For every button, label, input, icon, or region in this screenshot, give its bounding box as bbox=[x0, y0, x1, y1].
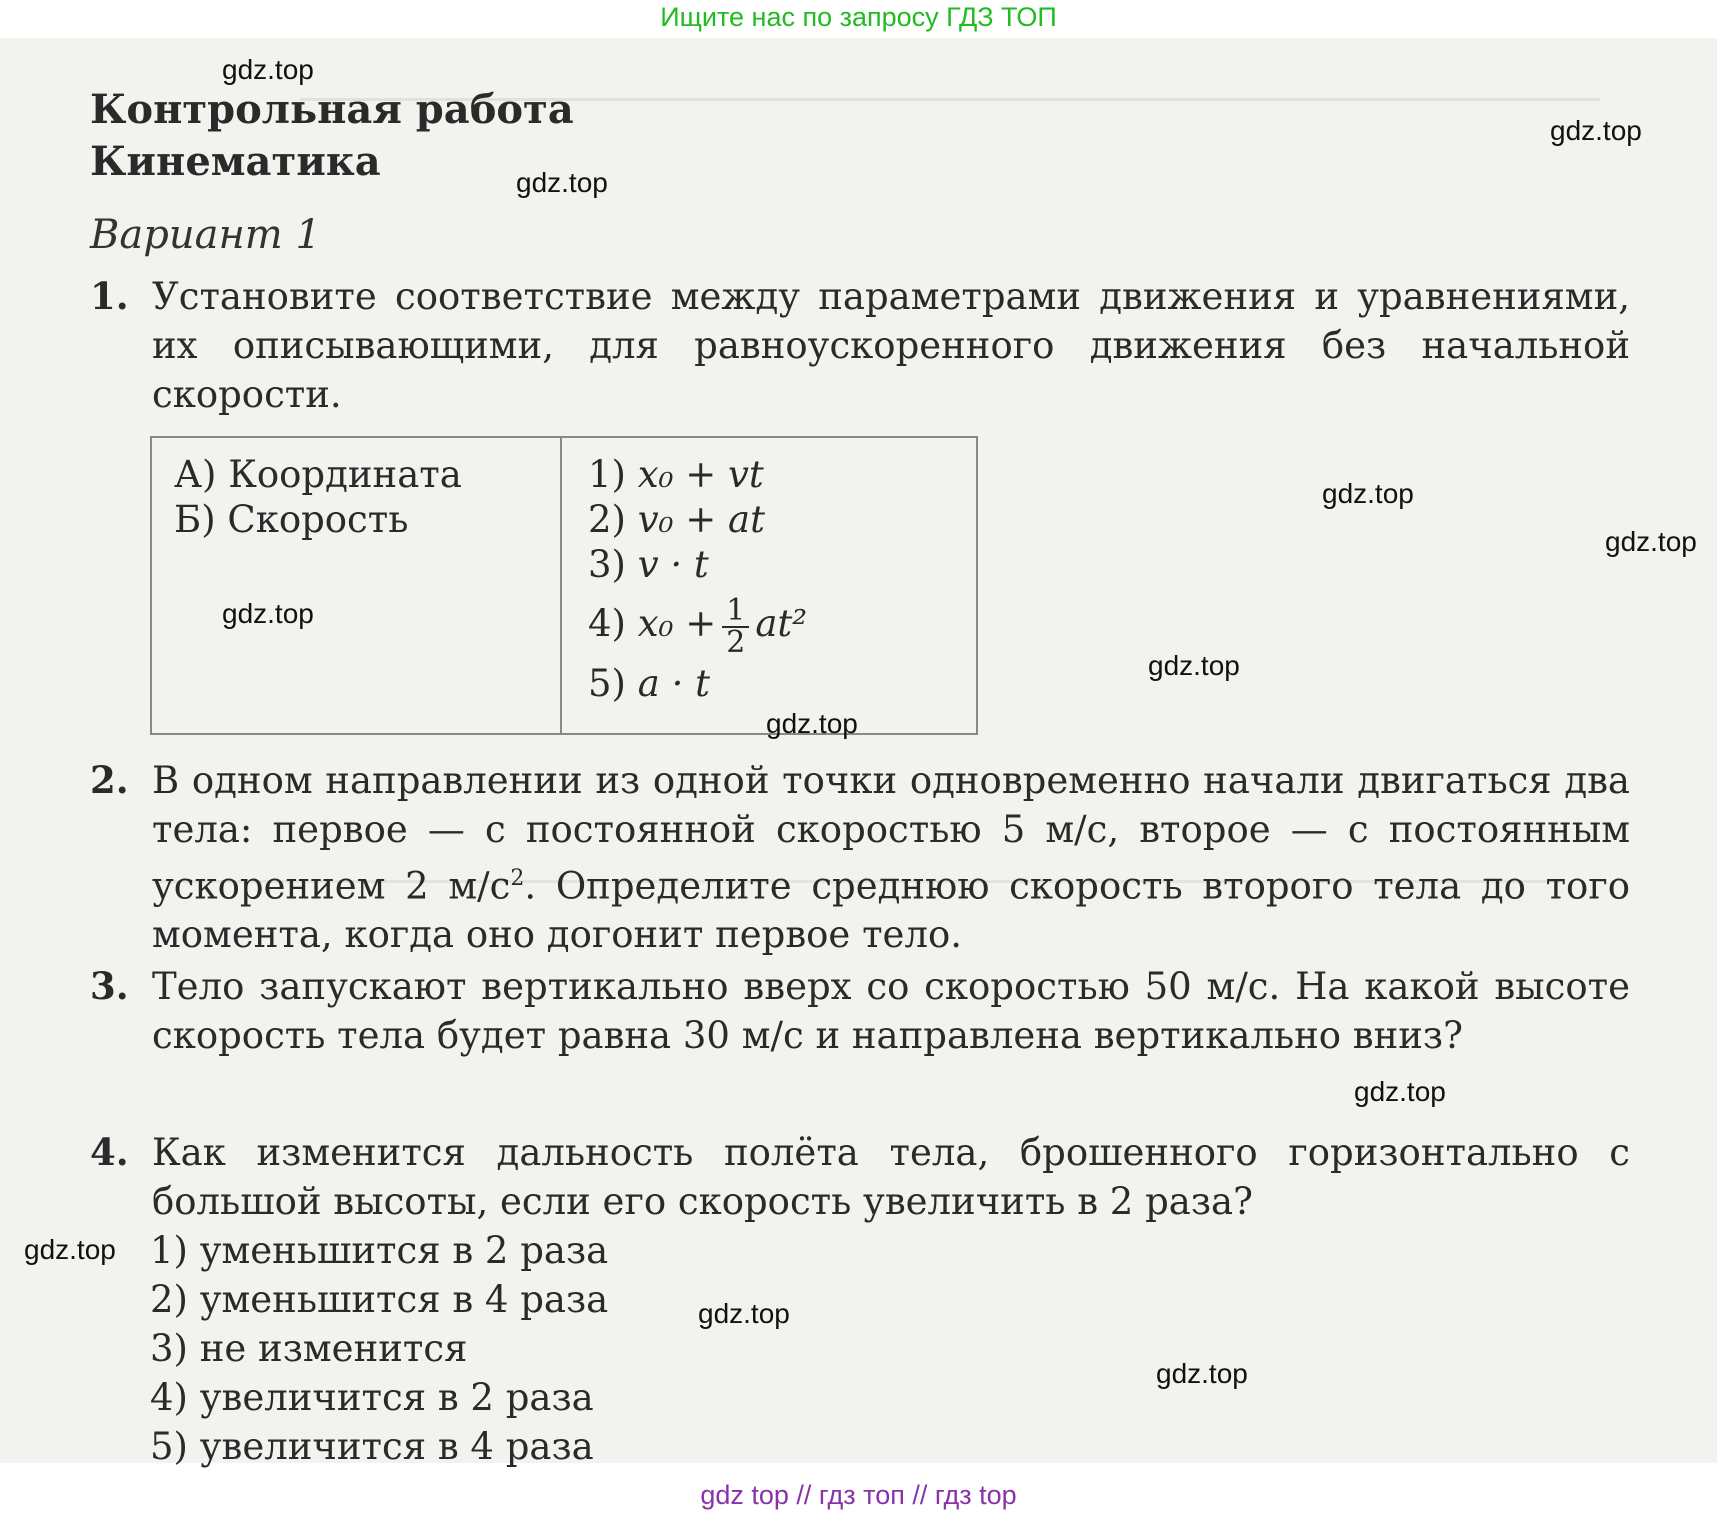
watermark: gdz.top bbox=[222, 54, 314, 85]
fraction-numerator: 1 bbox=[722, 596, 749, 628]
task-2 bbox=[90, 756, 1630, 959]
task-4-options bbox=[150, 1226, 608, 1471]
match-left-item: Б) Скорость bbox=[174, 498, 409, 541]
watermark: gdz.top bbox=[698, 1298, 790, 1329]
item-number: 2) bbox=[588, 498, 626, 541]
formula: v₀ + at bbox=[637, 498, 765, 541]
item-number: 4) bbox=[588, 602, 626, 645]
task-3 bbox=[90, 962, 1630, 1060]
task-number: 2. bbox=[90, 758, 129, 802]
task-number: 1. bbox=[90, 274, 129, 318]
watermark: gdz.top bbox=[1322, 478, 1414, 509]
formula: x₀ + vt bbox=[637, 453, 764, 496]
bottom-banner[interactable]: gdz top // гдз топ // гдз top bbox=[700, 1480, 1017, 1510]
watermark: gdz.top bbox=[1156, 1358, 1248, 1389]
matching-right-column bbox=[562, 438, 976, 733]
match-right-item bbox=[588, 542, 976, 587]
watermark: gdz.top bbox=[766, 708, 858, 739]
task-number: 4. bbox=[90, 1130, 129, 1174]
task-number: 3. bbox=[90, 964, 129, 1008]
formula: a · t bbox=[637, 662, 710, 705]
answer-option: 4) увеличится в 2 раза bbox=[150, 1376, 594, 1419]
matching-table bbox=[150, 436, 978, 735]
formula: v · t bbox=[637, 543, 709, 586]
match-right-item bbox=[588, 661, 976, 706]
fraction bbox=[722, 592, 749, 660]
watermark: gdz.top bbox=[516, 167, 608, 198]
watermark: gdz.top bbox=[222, 598, 314, 629]
match-right-item bbox=[588, 587, 976, 661]
fraction-denominator: 2 bbox=[726, 624, 746, 660]
page-title: Контрольная работа bbox=[90, 86, 574, 133]
answer-option: 5) увеличится в 4 раза bbox=[150, 1425, 594, 1468]
watermark: gdz.top bbox=[1550, 115, 1642, 146]
answer-option: 3) не изменится bbox=[150, 1327, 468, 1370]
task-text: Установите соответствие между параметрами движения и уравнениями, их описывающими, для равноускоренного движения без начальной скорости. bbox=[152, 275, 1630, 416]
matching-left-column bbox=[152, 438, 562, 733]
superscript: 2 bbox=[510, 866, 525, 891]
watermark: gdz.top bbox=[1148, 650, 1240, 681]
task-1 bbox=[90, 272, 1630, 419]
item-number: 3) bbox=[588, 543, 626, 586]
item-number: 1) bbox=[588, 453, 626, 496]
match-right-item bbox=[588, 452, 976, 497]
task-text: Тело запускают вертикально вверх со скоростью 50 м/с. На какой высоте скорость тела будет равна 30 м/с и направлена вертикально вниз? bbox=[152, 965, 1630, 1057]
match-right-item bbox=[588, 497, 976, 542]
answer-option: 2) уменьшится в 4 раза bbox=[150, 1278, 609, 1321]
task-text bbox=[152, 756, 1630, 959]
variant-label: Вариант 1 bbox=[90, 212, 321, 258]
page-subtitle: Кинематика bbox=[90, 138, 381, 185]
formula: x₀ + bbox=[637, 602, 717, 645]
task-text-part: В одном направлении из одной точки одновременно начали двигаться два тела: первое — с постоянной скоростью 5 м/с, второе — с постоянным ускорением 2 м/с bbox=[152, 759, 1630, 908]
watermark: gdz.top bbox=[1354, 1076, 1446, 1107]
task-text-part: . Определите среднюю скорость второго тела до того момента, когда оно догонит первое тело. bbox=[152, 864, 1630, 957]
match-left-item: А) Координата bbox=[174, 453, 462, 496]
item-number: 5) bbox=[588, 662, 626, 705]
formula: at² bbox=[755, 602, 808, 645]
watermark: gdz.top bbox=[24, 1234, 116, 1265]
answer-option: 1) уменьшится в 2 раза bbox=[150, 1229, 609, 1272]
task-text: Как изменится дальность полёта тела, брошенного горизонтально с большой высоты, если его скорость увеличить в 2 раза? bbox=[152, 1131, 1630, 1223]
task-4 bbox=[90, 1128, 1630, 1226]
top-banner[interactable]: Ищите нас по запросу ГДЗ ТОП bbox=[660, 2, 1057, 32]
watermark: gdz.top bbox=[1605, 526, 1697, 557]
